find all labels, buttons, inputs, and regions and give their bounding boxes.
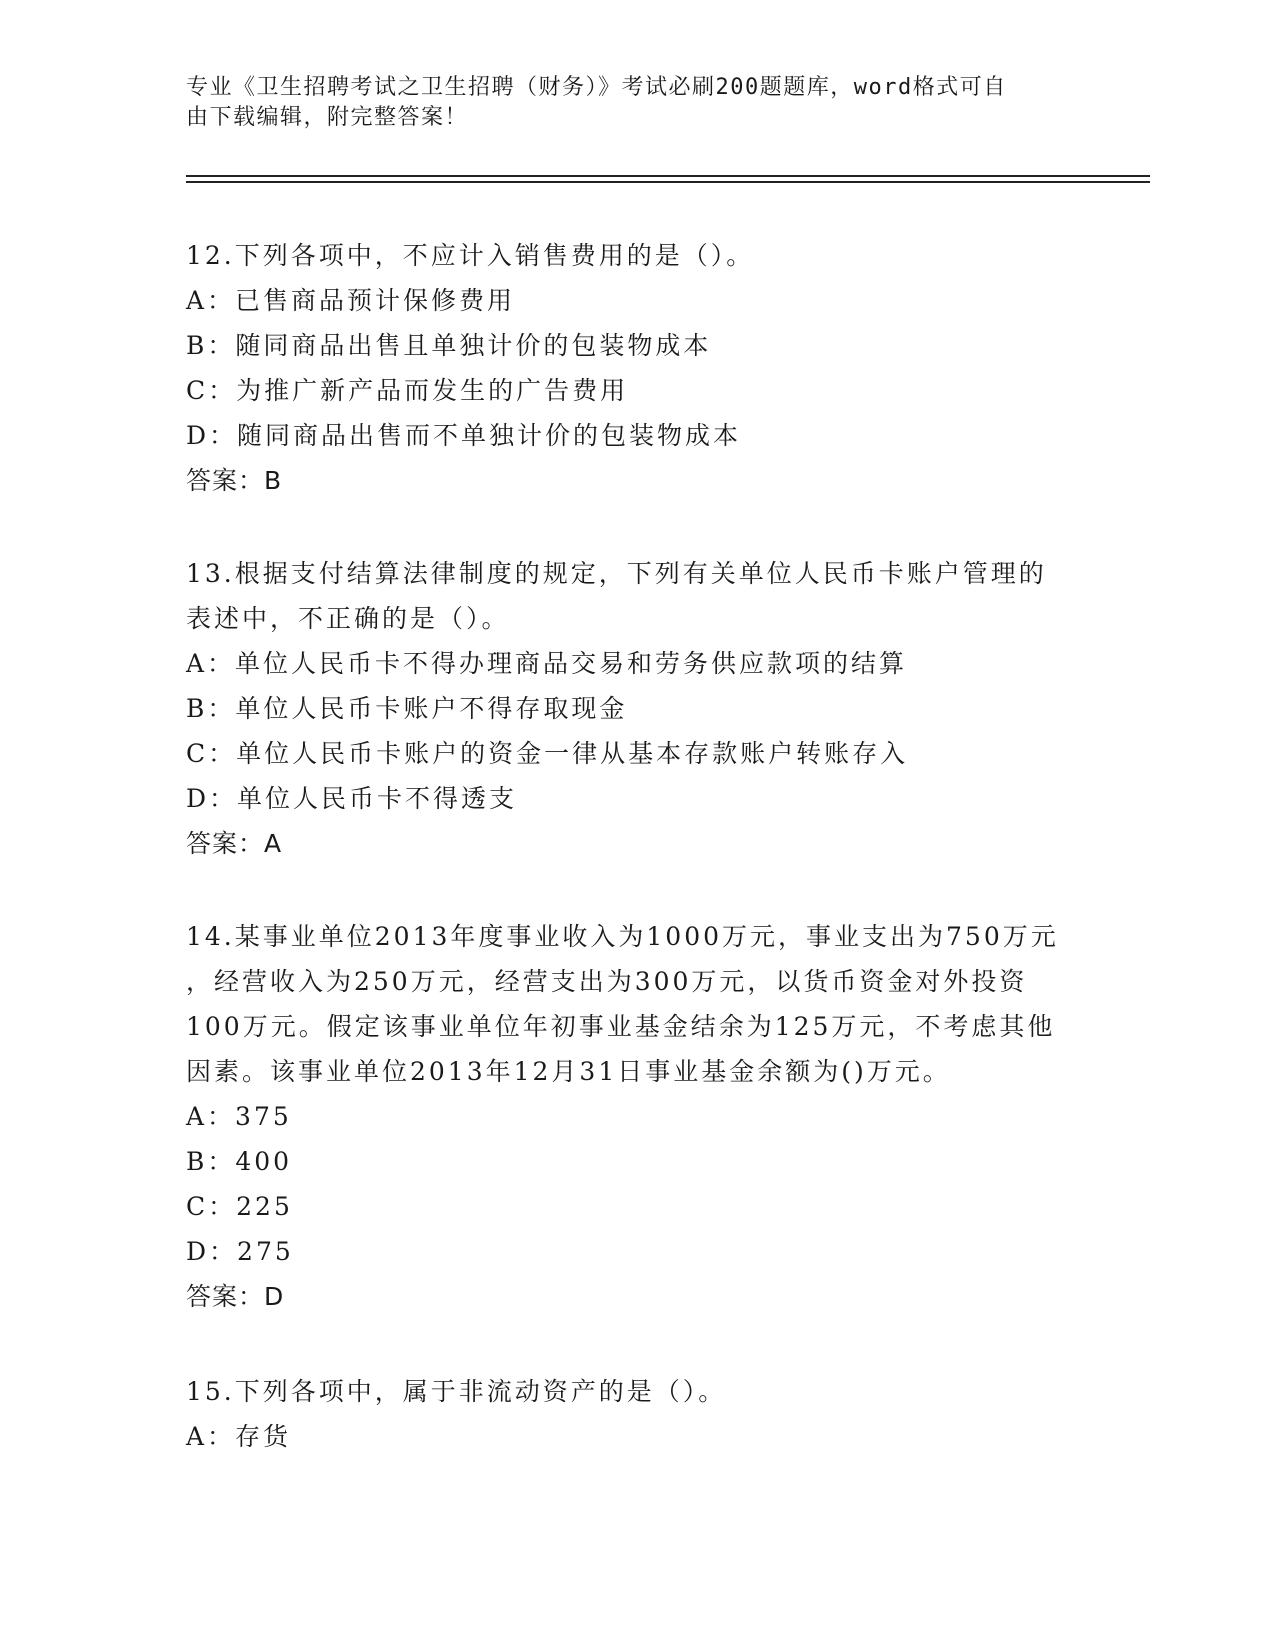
option-a: A：已售商品预计保修费用 (186, 286, 516, 315)
question-stem: 13.根据支付结算法律制度的规定，下列有关单位人民币卡账户管理的 (186, 559, 1047, 588)
option-b: B：随同商品出售且单独计价的包装物成本 (186, 331, 712, 360)
header-divider-bottom (186, 181, 1150, 183)
option-d: D：275 (186, 1237, 294, 1266)
question-stem-continued: 表述中，不正确的是（）。 (186, 604, 510, 633)
header-line-1: 专业《卫生招聘考试之卫生招聘（财务）》考试必刷200题题库，word格式可自 (186, 75, 1007, 100)
answer-line: 答案：B (186, 466, 283, 495)
header-line-2: 由下载编辑，附完整答案！ (186, 105, 469, 130)
question-stem-continued: 因素。该事业单位2013年12月31日事业基金余额为()万元。 (186, 1057, 951, 1086)
option-b: B：400 (186, 1147, 293, 1176)
question-stem: 14.某事业单位2013年度事业收入为1000万元，事业支出为750万元 (186, 922, 1059, 951)
option-b: B：单位人民币卡账户不得存取现金 (186, 694, 628, 723)
answer-line: 答案：A (186, 829, 283, 858)
question-14 (186, 914, 1086, 1319)
option-c: C：为推广新产品而发生的广告费用 (186, 376, 629, 405)
option-a: A：375 (186, 1102, 292, 1131)
question-15 (186, 1369, 1086, 1459)
option-d: D：随同商品出售而不单独计价的包装物成本 (186, 421, 742, 450)
question-13 (186, 551, 1086, 866)
answer-line: 答案：D (186, 1282, 285, 1311)
question-stem: 15.下列各项中，属于非流动资产的是（）。 (186, 1377, 727, 1406)
question-stem-continued: 100万元。假定该事业单位年初事业基金结余为125万元，不考虑其他 (186, 1012, 1056, 1041)
question-12 (186, 233, 1086, 503)
option-d: D：单位人民币卡不得透支 (186, 784, 518, 813)
option-a: A：存货 (186, 1422, 292, 1451)
question-stem-continued: ，经营收入为250万元，经营支出为300万元，以货币资金对外投资 (186, 967, 1028, 996)
header-divider-top (186, 175, 1150, 177)
question-stem: 12.下列各项中，不应计入销售费用的是（）。 (186, 241, 755, 270)
option-c: C：225 (186, 1192, 293, 1221)
option-a: A：单位人民币卡不得办理商品交易和劳务供应款项的结算 (186, 649, 908, 678)
document-header (186, 73, 1066, 133)
option-c: C：单位人民币卡账户的资金一律从基本存款账户转账存入 (186, 739, 909, 768)
